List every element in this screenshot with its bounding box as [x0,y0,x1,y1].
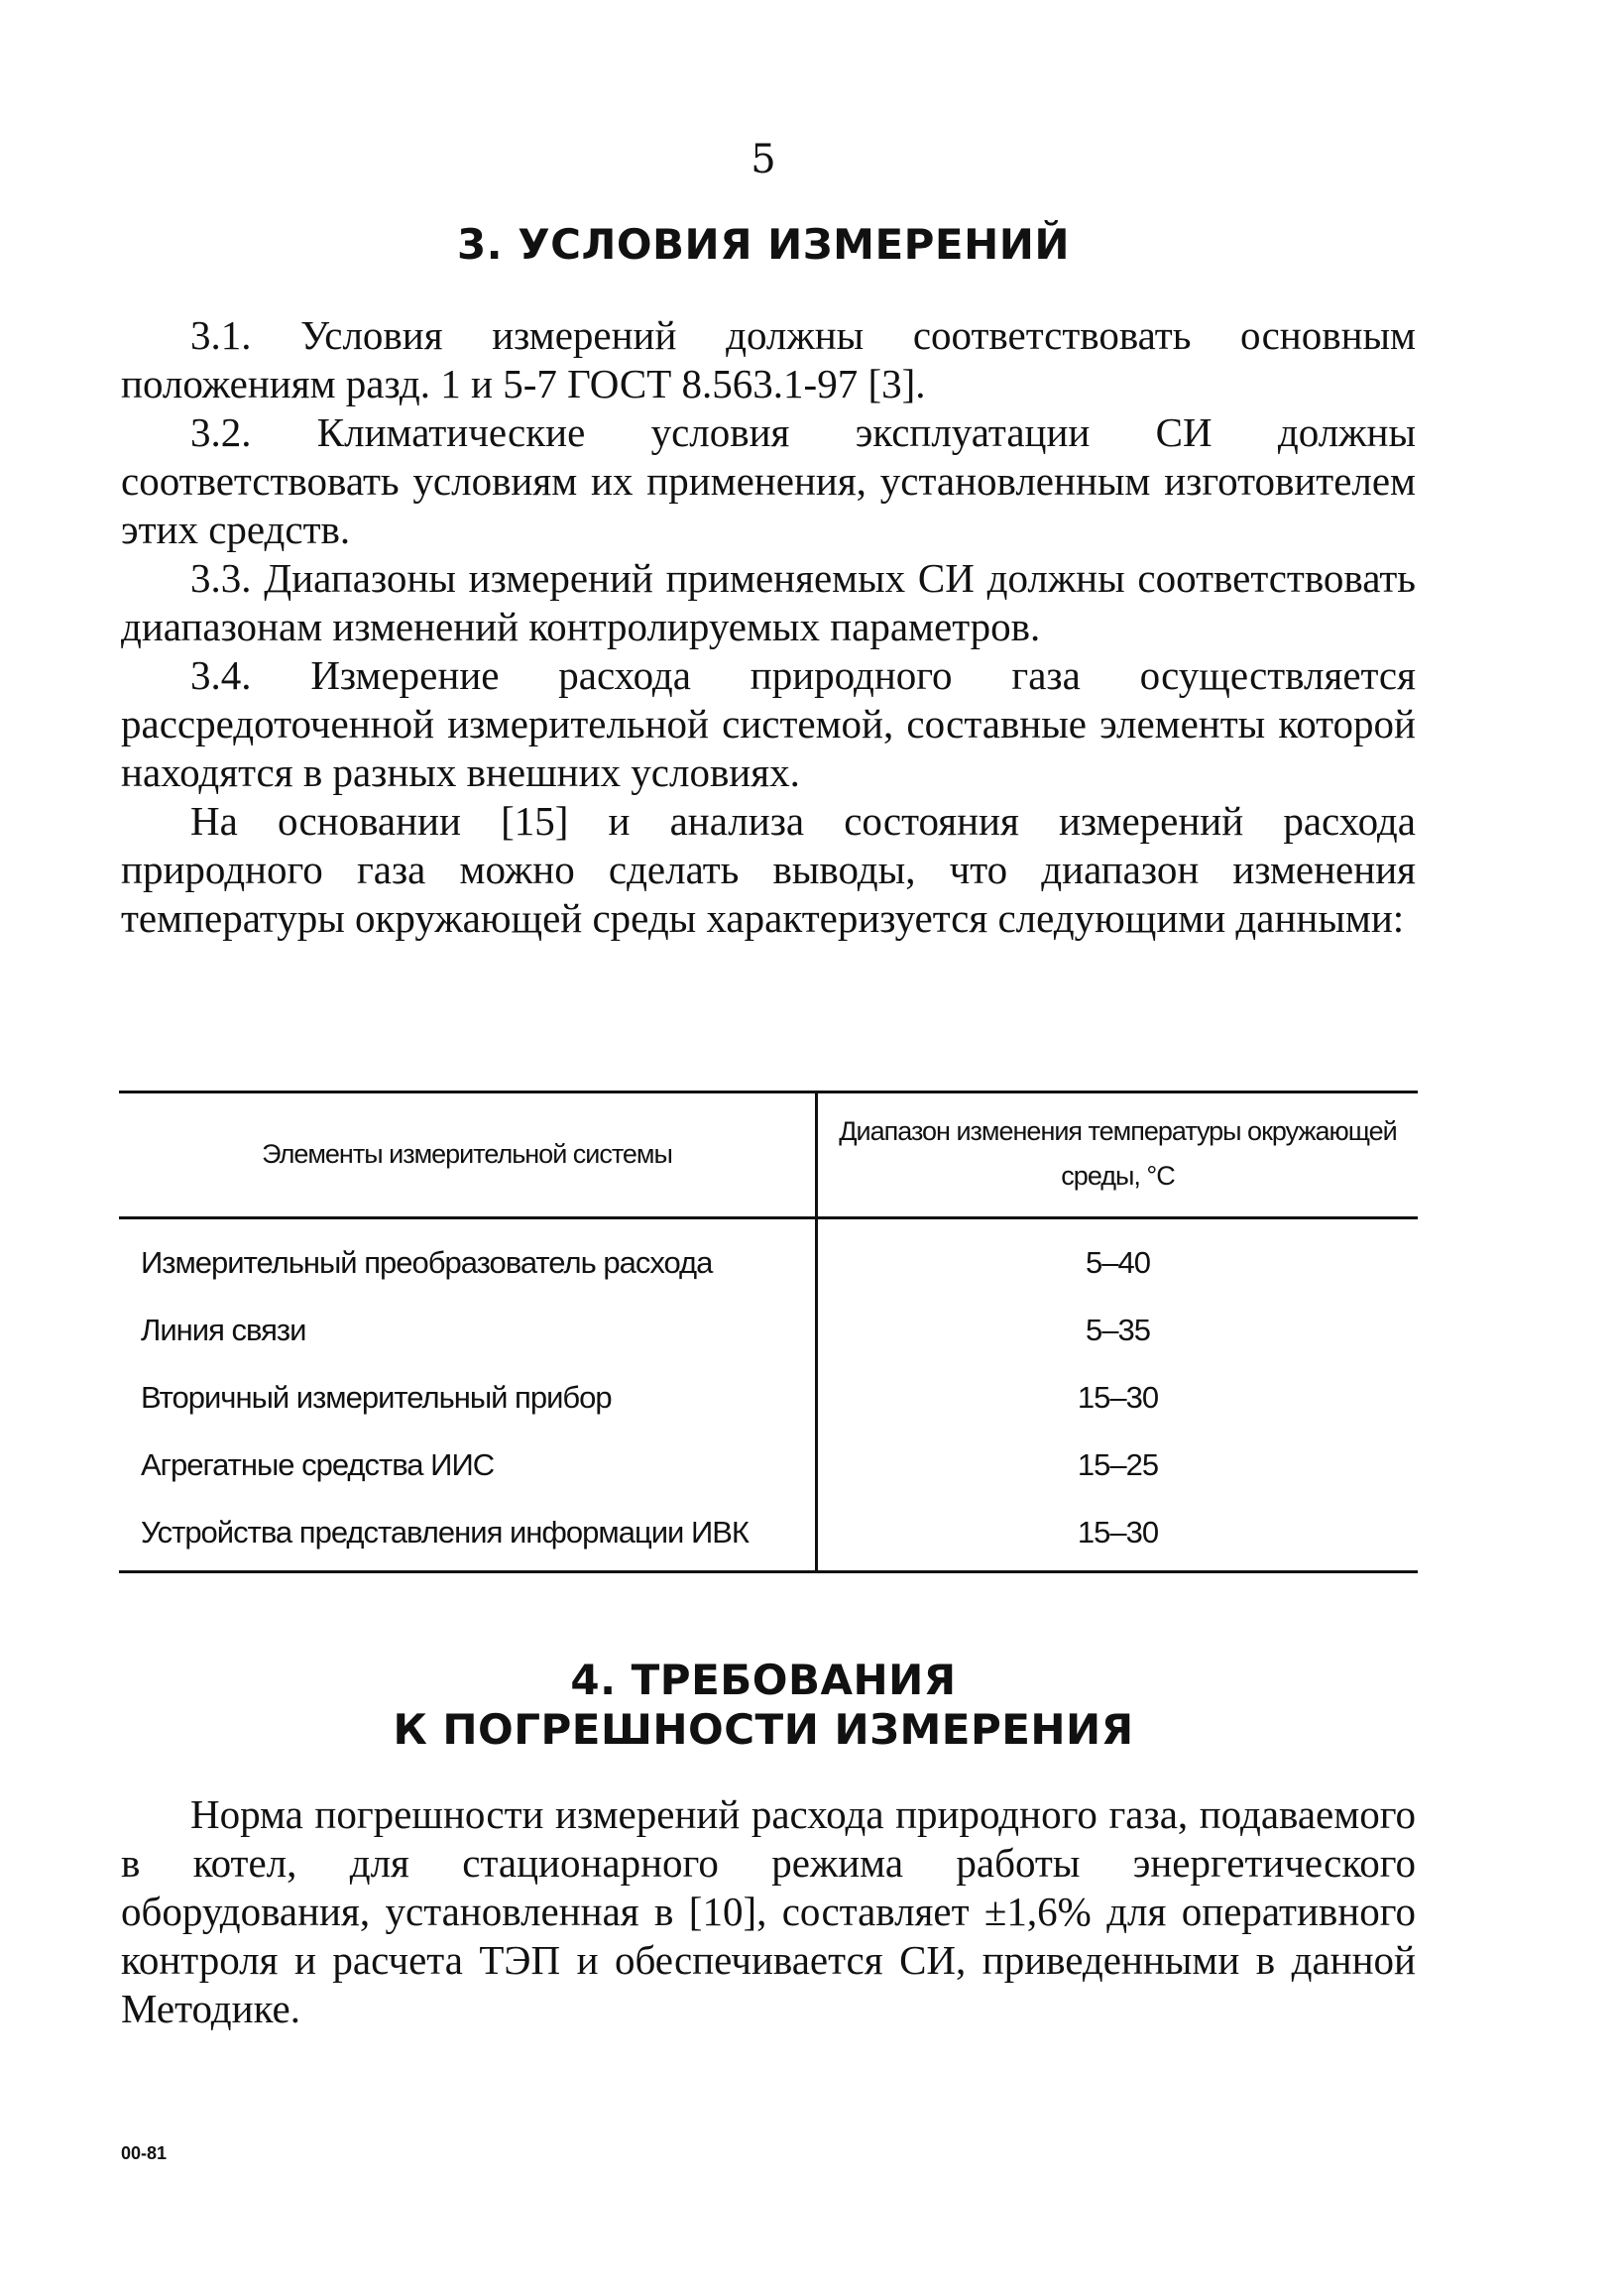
table-row [119,1218,1418,1298]
section-4-body [121,1790,1416,2033]
paragraph-3-3: 3.3. Диапазоны измерений применяемых СИ должны соответствовать диапазонам изменений контролируемых параметров. [121,555,1416,649]
row-range: 15–30 [817,1499,1419,1572]
table-row [119,1364,1418,1432]
paragraph-3-4: 3.4. Измерение расхода природного газа осуществляется рассредоточенной измерительной системой, составные элементы которой находятся в разных внешних условиях. [121,652,1416,795]
paragraph-accuracy-norm: Норма погрешности измерений расхода природного газа, подаваемого в котел, для стационарного режима работы энергетического оборудования, установленная в [10], составляет ±1,6% для оперативного контроля и расчета ТЭП и обеспечивается СИ, приведенными в данной Методике. [121,1791,1416,2031]
row-range: 5–40 [1086,1245,1150,1280]
row-element: Линия связи [119,1297,817,1364]
table-row [119,1499,1418,1572]
row-range: 15–30 [1077,1380,1159,1415]
table-header-row [119,1092,1418,1218]
row-range: 5–35 [1086,1313,1150,1347]
footer-code: 00-81 [121,2143,168,2163]
section-4-heading [0,1656,1527,1755]
paragraph-3-1: 3.1. Условия измерений должны соответствовать основным положениям разд. 1 и 5-7 ГОСТ 8.563.1-97 [3]. [121,312,1416,406]
section-4-heading-line-2: К ПОГРЕШНОСТИ ИЗМЕРЕНИЯ [393,1705,1134,1754]
table-row [119,1432,1418,1499]
temperature-range-table [119,1091,1418,1573]
row-element: Измерительный преобразователь расхода [119,1218,817,1298]
row-element: Устройства представления информации ИВК [119,1499,817,1572]
row-element: Агрегатные средства ИИС [119,1432,817,1499]
table-row [119,1297,1418,1364]
paragraph-basis: На основании [15] и анализа состояния измерений расхода природного газа можно сделать выводы, что диапазон изменения температуры окружающей среды характеризуется следующими данными: [121,798,1416,941]
section-4-heading-line-1: 4. ТРЕБОВАНИЯ [570,1656,957,1704]
section-3-body [121,311,1416,943]
column-header-elements: Элементы измерительной системы [119,1092,817,1218]
paragraph-3-2: 3.2. Климатические условия эксплуатации СИ должны соответствовать условиям их применения, установленным изготовителем этих средств. [121,409,1416,552]
page-number: 5 [751,137,776,182]
row-range: 15–25 [1077,1447,1159,1482]
column-header-temperature-range: Диапазон изменения температуры окружающей среды, °С [817,1092,1419,1218]
row-element: Вторичный измерительный прибор [119,1364,817,1432]
section-3-heading: 3. УСЛОВИЯ ИЗМЕРЕНИЙ [456,220,1071,269]
